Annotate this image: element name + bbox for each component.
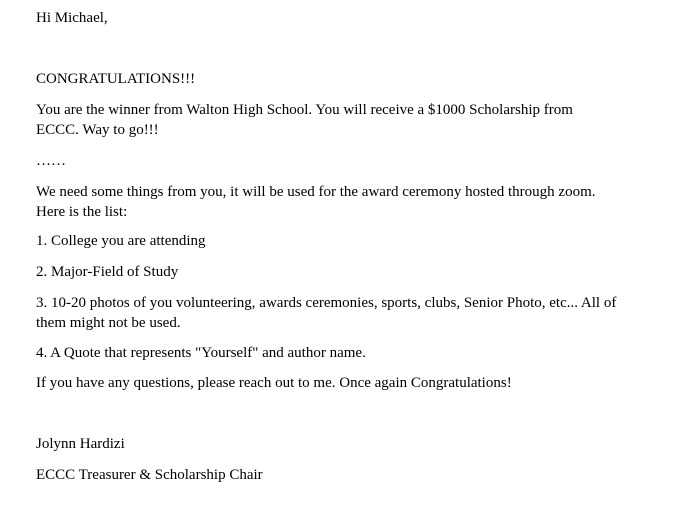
list-item-major: 2. Major-Field of Study — [36, 264, 179, 280]
list-item-photos-line-1: 3. 10-20 photos of you volunteering, awards ceremonies, sports, clubs, Senior Photo, etc... All of — [36, 295, 617, 311]
signature-title: ECCC Treasurer & Scholarship Chair — [36, 467, 263, 483]
congratulations-heading: CONGRATULATIONS!!! — [36, 71, 196, 87]
list-item-quote: 4. A Quote that represents "Yourself" and author name. — [36, 345, 366, 361]
ellipsis-separator: …… — [36, 153, 66, 169]
closing-text: If you have any questions, please reach out to me. Once again Congratulations! — [36, 375, 512, 391]
winner-text-line-2: ECCC. Way to go!!! — [36, 122, 159, 138]
list-item-photos-line-2: them might not be used. — [36, 315, 181, 331]
greeting: Hi Michael, — [36, 10, 108, 26]
request-text-line-2: Here is the list: — [36, 204, 128, 220]
list-item-college: 1. College you are attending — [36, 233, 206, 249]
winner-text-line-1: You are the winner from Walton High School. You will receive a $1000 Scholarship from — [36, 102, 573, 118]
request-text-line-1: We need some things from you, it will be used for the award ceremony hosted through zoom. — [36, 184, 596, 200]
signature-name: Jolynn Hardizi — [36, 436, 125, 452]
